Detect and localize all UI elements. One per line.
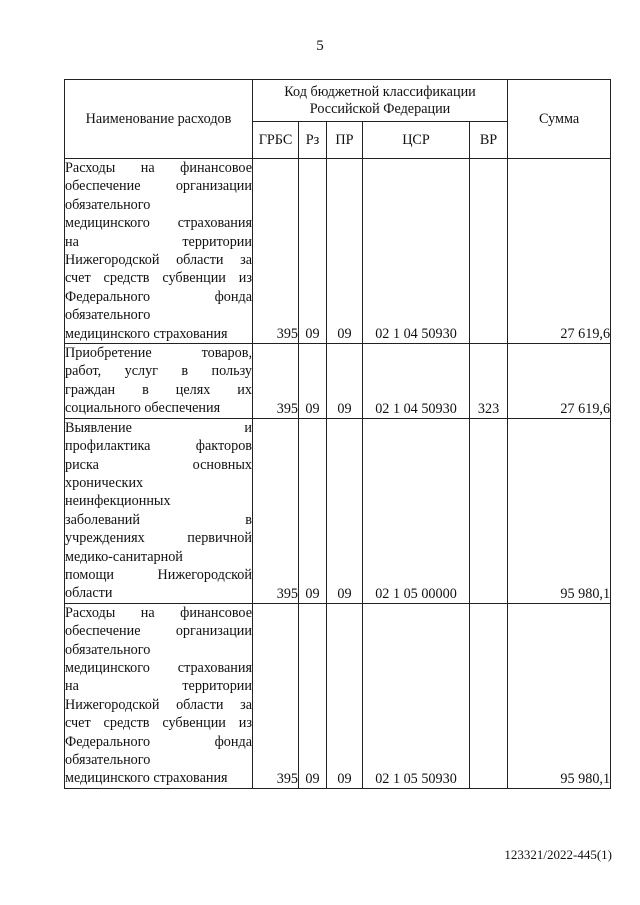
header-vr: ВР xyxy=(470,122,508,159)
expense-name-line: счет средств субвенции из xyxy=(65,715,252,732)
expense-name-line: Расходы на финансовое xyxy=(65,604,252,621)
vr-cell xyxy=(470,603,508,788)
grbs-cell: 395 xyxy=(253,159,299,344)
pr-cell: 09 xyxy=(327,603,363,788)
sum-cell: 95 980,1 xyxy=(508,418,611,603)
pr-cell: 09 xyxy=(327,159,363,344)
csr-cell: 02 1 04 50930 xyxy=(363,344,470,419)
expense-name-line: Федерального фонда xyxy=(65,733,252,750)
expense-name-cell xyxy=(65,603,253,788)
expense-name-line: граждан в целях их xyxy=(65,381,252,398)
expense-name-line: Нижегородской области за xyxy=(65,696,252,713)
expense-name-cell xyxy=(65,418,253,603)
expense-name-line: медицинского страхования xyxy=(65,659,252,676)
expense-name-line: обязательного xyxy=(65,641,151,658)
table-row xyxy=(65,159,611,344)
expense-name-line: работ, услуг в пользу xyxy=(65,363,252,380)
header-pr: ПР xyxy=(327,122,363,159)
page-number: 5 xyxy=(316,38,324,54)
budget-table xyxy=(64,79,611,789)
csr-cell: 02 1 05 00000 xyxy=(363,418,470,603)
document-code: 123321/2022-445(1) xyxy=(504,847,612,862)
vr-cell xyxy=(470,418,508,603)
expense-name-line: на территории xyxy=(65,678,252,695)
vr-cell xyxy=(470,159,508,344)
rz-cell: 09 xyxy=(299,159,327,344)
header-grbs: ГРБС xyxy=(253,122,299,159)
expense-name-cell xyxy=(65,344,253,419)
expense-name-line: Расходы на финансовое xyxy=(65,160,252,176)
table-row xyxy=(65,418,611,603)
rz-cell: 09 xyxy=(299,344,327,419)
grbs-cell: 395 xyxy=(253,603,299,788)
expense-name-line: Федерального фонда xyxy=(65,288,252,305)
sum-cell: 27 619,6 xyxy=(508,159,611,344)
header-row-top xyxy=(65,80,611,122)
expense-name-line: обеспечение организации xyxy=(65,623,252,640)
expense-name-line: на территории xyxy=(65,233,252,250)
expense-name-line: обязательного xyxy=(65,307,151,324)
table-row xyxy=(65,603,611,788)
table-row xyxy=(65,344,611,419)
sum-cell: 27 619,6 xyxy=(508,344,611,419)
expense-name-line: неинфекционных xyxy=(65,493,171,510)
vr-cell: 323 xyxy=(470,344,508,419)
expense-name-line: области xyxy=(65,585,113,602)
sum-cell: 95 980,1 xyxy=(508,603,611,788)
rz-cell: 09 xyxy=(299,603,327,788)
header-rz: Рз xyxy=(299,122,327,159)
expense-name-line: помощи Нижегородской xyxy=(65,566,252,583)
expense-name-line: социального обеспечения xyxy=(65,400,221,417)
csr-cell: 02 1 04 50930 xyxy=(363,159,470,344)
header-name: Наименование расходов xyxy=(65,80,253,159)
expense-name-cell xyxy=(65,159,253,344)
header-sum: Сумма xyxy=(508,80,611,159)
expense-name-line: счет средств субвенции из xyxy=(65,270,252,287)
expense-name-line: заболеваний в xyxy=(65,511,252,528)
expense-name-line: Нижегородской области за xyxy=(65,252,252,269)
header-csr: ЦСР xyxy=(363,122,470,159)
expense-name-line: обеспечение организации xyxy=(65,178,252,195)
expense-name-line: обязательного xyxy=(65,752,151,768)
pr-cell: 09 xyxy=(327,418,363,603)
expense-name-line: хронических xyxy=(65,474,144,491)
header-code-group: Код бюджетной классификации Российской Федерации xyxy=(253,80,508,122)
expense-name-line: учреждениях первичной xyxy=(65,530,252,547)
expense-name-line: медико-санитарной xyxy=(65,548,183,565)
grbs-cell: 395 xyxy=(253,344,299,419)
expense-name-line: Выявление и xyxy=(65,419,252,436)
csr-cell: 02 1 05 50930 xyxy=(363,603,470,788)
expense-name-line: обязательного xyxy=(65,196,151,213)
expense-name-line: медицинского страхования xyxy=(65,770,228,787)
pr-cell: 09 xyxy=(327,344,363,419)
rz-cell: 09 xyxy=(299,418,327,603)
expense-name-line: риска основных xyxy=(65,456,252,473)
expense-name-line: профилактика факторов xyxy=(65,438,252,455)
expense-name-line: медицинского страхования xyxy=(65,325,228,342)
expense-name-line: Приобретение товаров, xyxy=(65,345,252,362)
grbs-cell: 395 xyxy=(253,418,299,603)
expense-name-line: медицинского страхования xyxy=(65,215,252,232)
